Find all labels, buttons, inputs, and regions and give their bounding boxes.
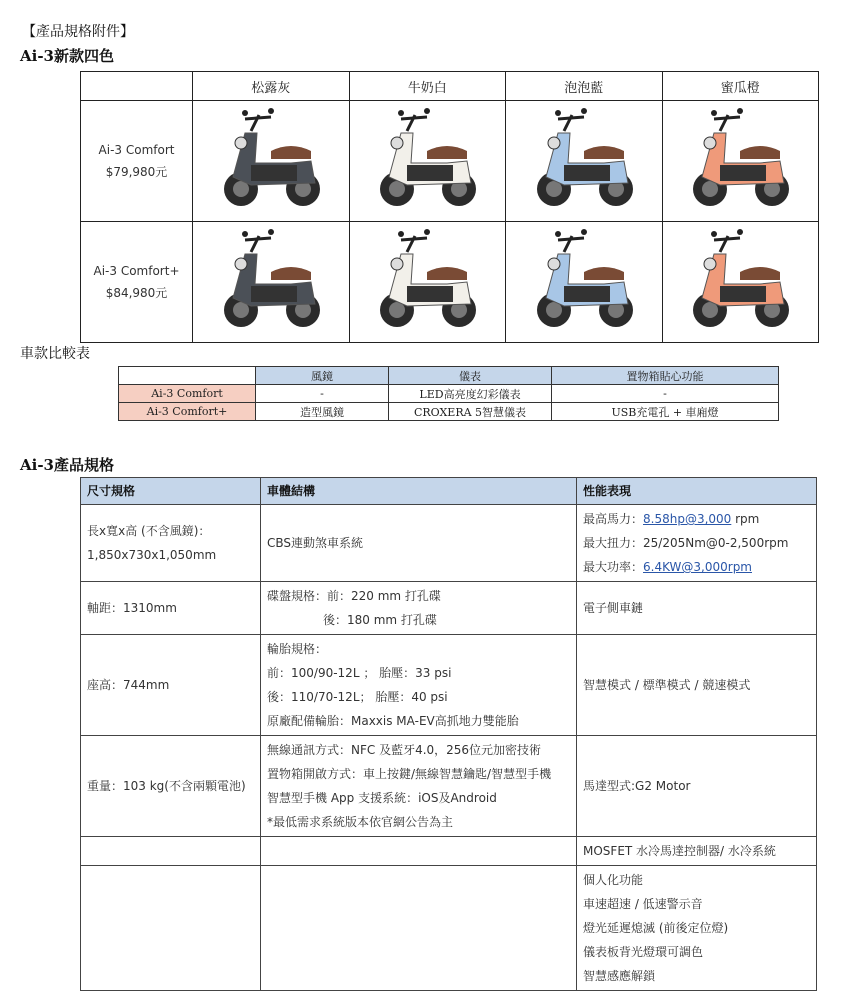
spec-perf-cell [577, 866, 817, 991]
color-name: 牛奶白 [349, 72, 506, 101]
spec-size-cell: 座高：744mm [81, 635, 261, 736]
spec-header: 尺寸規格 [81, 478, 261, 505]
spec-size-cell [81, 505, 261, 582]
scooter-image [211, 224, 331, 340]
spec-size-cell [81, 837, 261, 866]
model-name: Ai-3 Comfort+ [93, 264, 180, 278]
spec-body-cell: CBS連動煞車系統 [261, 505, 577, 582]
compare-header: 置物箱貼心功能 [552, 367, 779, 385]
spec-text: rpm [731, 512, 760, 526]
model-cell [81, 222, 193, 343]
spec-text: 儀表板背光燈環可調色 [583, 945, 704, 959]
attachment-title: 【產品規格附件】 [22, 24, 134, 40]
compare-cell: - [552, 385, 779, 403]
spec-size-cell [81, 866, 261, 991]
spec-body-cell [261, 866, 577, 991]
spec-text: 最高馬力： [583, 512, 644, 526]
spec-text: 車速超速 / 低速警示音 [583, 897, 703, 911]
colors-title: Ai-3新款四色 [20, 47, 114, 65]
power-link[interactable]: 6.4KW@3,000rpm [643, 560, 752, 574]
scooter-image [680, 103, 800, 219]
spec-text: 個人化功能 [583, 873, 644, 887]
compare-cell: LED高亮度幻彩儀表 [389, 385, 552, 403]
compare-cell: USB充電孔 + 車廂燈 [552, 403, 779, 421]
spec-body-cell [261, 635, 577, 736]
spec-text: 輪胎規格： [267, 642, 328, 656]
scooter-image [367, 103, 487, 219]
spec-perf-cell: 電子側車鏈 [577, 582, 817, 635]
compare-table [118, 366, 779, 421]
spec-text: 置物箱開啟方式：車上按鍵/無線智慧鑰匙/智慧型手機 [267, 767, 552, 781]
spec-text: 1,850x730x1,050mm [87, 548, 217, 562]
spec-table [80, 477, 817, 991]
compare-cell: - [256, 385, 389, 403]
color-grid [80, 71, 819, 343]
spec-body-cell [261, 582, 577, 635]
scooter-image [680, 224, 800, 340]
spec-perf-cell [577, 505, 817, 582]
spec-text: 無線通訊方式：NFC 及藍牙4.0，256位元加密技術 [267, 743, 542, 757]
spec-size-cell: 重量：103 kg(不含兩顆電池) [81, 736, 261, 837]
spec-text: 原廠配備輪胎：Maxxis MA-EV高抓地力雙能胎 [267, 714, 519, 728]
spec-text: 智慧型手機 App 支援系統：iOS及Android [267, 791, 497, 805]
model-name: Ai-3 Comfort [98, 143, 175, 157]
compare-model: Ai-3 Comfort [119, 385, 256, 403]
spec-text: 智慧感應解鎖 [583, 969, 656, 983]
spec-text: 長x寬x高 (不含風鏡)： [87, 524, 211, 538]
color-name: 泡泡藍 [506, 72, 663, 101]
spec-text: 最大扭力：25/205Nm@0-2,500rpm [583, 536, 789, 550]
scooter-image [524, 224, 644, 340]
spec-header: 性能表現 [577, 478, 817, 505]
compare-model: Ai-3 Comfort+ [119, 403, 256, 421]
spec-size-cell: 軸距：1310mm [81, 582, 261, 635]
scooter-image [524, 103, 644, 219]
model-cell [81, 101, 193, 222]
spec-text: 燈光延遲熄滅 (前後定位燈) [583, 921, 729, 935]
spec-text: 碟盤規格：前：220 mm 打孔碟 [267, 589, 441, 603]
spec-header: 車體結構 [261, 478, 577, 505]
color-name: 蜜瓜橙 [662, 72, 819, 101]
model-price: $84,980元 [105, 286, 168, 300]
spec-text: 後：180 mm 打孔碟 [323, 613, 437, 627]
color-name: 松露灰 [193, 72, 350, 101]
spec-text: 最大功率： [583, 560, 644, 574]
spec-perf-cell: MOSFET 水冷馬達控制器/ 水冷系統 [577, 837, 817, 866]
compare-header: 儀表 [389, 367, 552, 385]
hp-link[interactable]: 8.58hp@3,000 [643, 512, 732, 526]
spec-perf-cell: 智慧模式 / 標準模式 / 競速模式 [577, 635, 817, 736]
compare-cell: 造型風鏡 [256, 403, 389, 421]
spec-title: Ai-3產品規格 [20, 456, 114, 474]
corner-cell [81, 72, 193, 101]
compare-title: 車款比較表 [20, 346, 90, 362]
spec-text: 後：110/70-12L； 胎壓：40 psi [267, 690, 448, 704]
compare-header: 風鏡 [256, 367, 389, 385]
model-price: $79,980元 [105, 165, 168, 179]
spec-perf-cell: 馬達型式:G2 Motor [577, 736, 817, 837]
compare-corner [119, 367, 256, 385]
spec-text: *最低需求系統版本依官網公告為主 [267, 815, 454, 829]
scooter-image [367, 224, 487, 340]
compare-cell: CROXERA 5智慧儀表 [389, 403, 552, 421]
scooter-image [211, 103, 331, 219]
spec-text: 前：100/90-12L ； 胎壓：33 psi [267, 666, 452, 680]
spec-body-cell [261, 736, 577, 837]
spec-body-cell [261, 837, 577, 866]
